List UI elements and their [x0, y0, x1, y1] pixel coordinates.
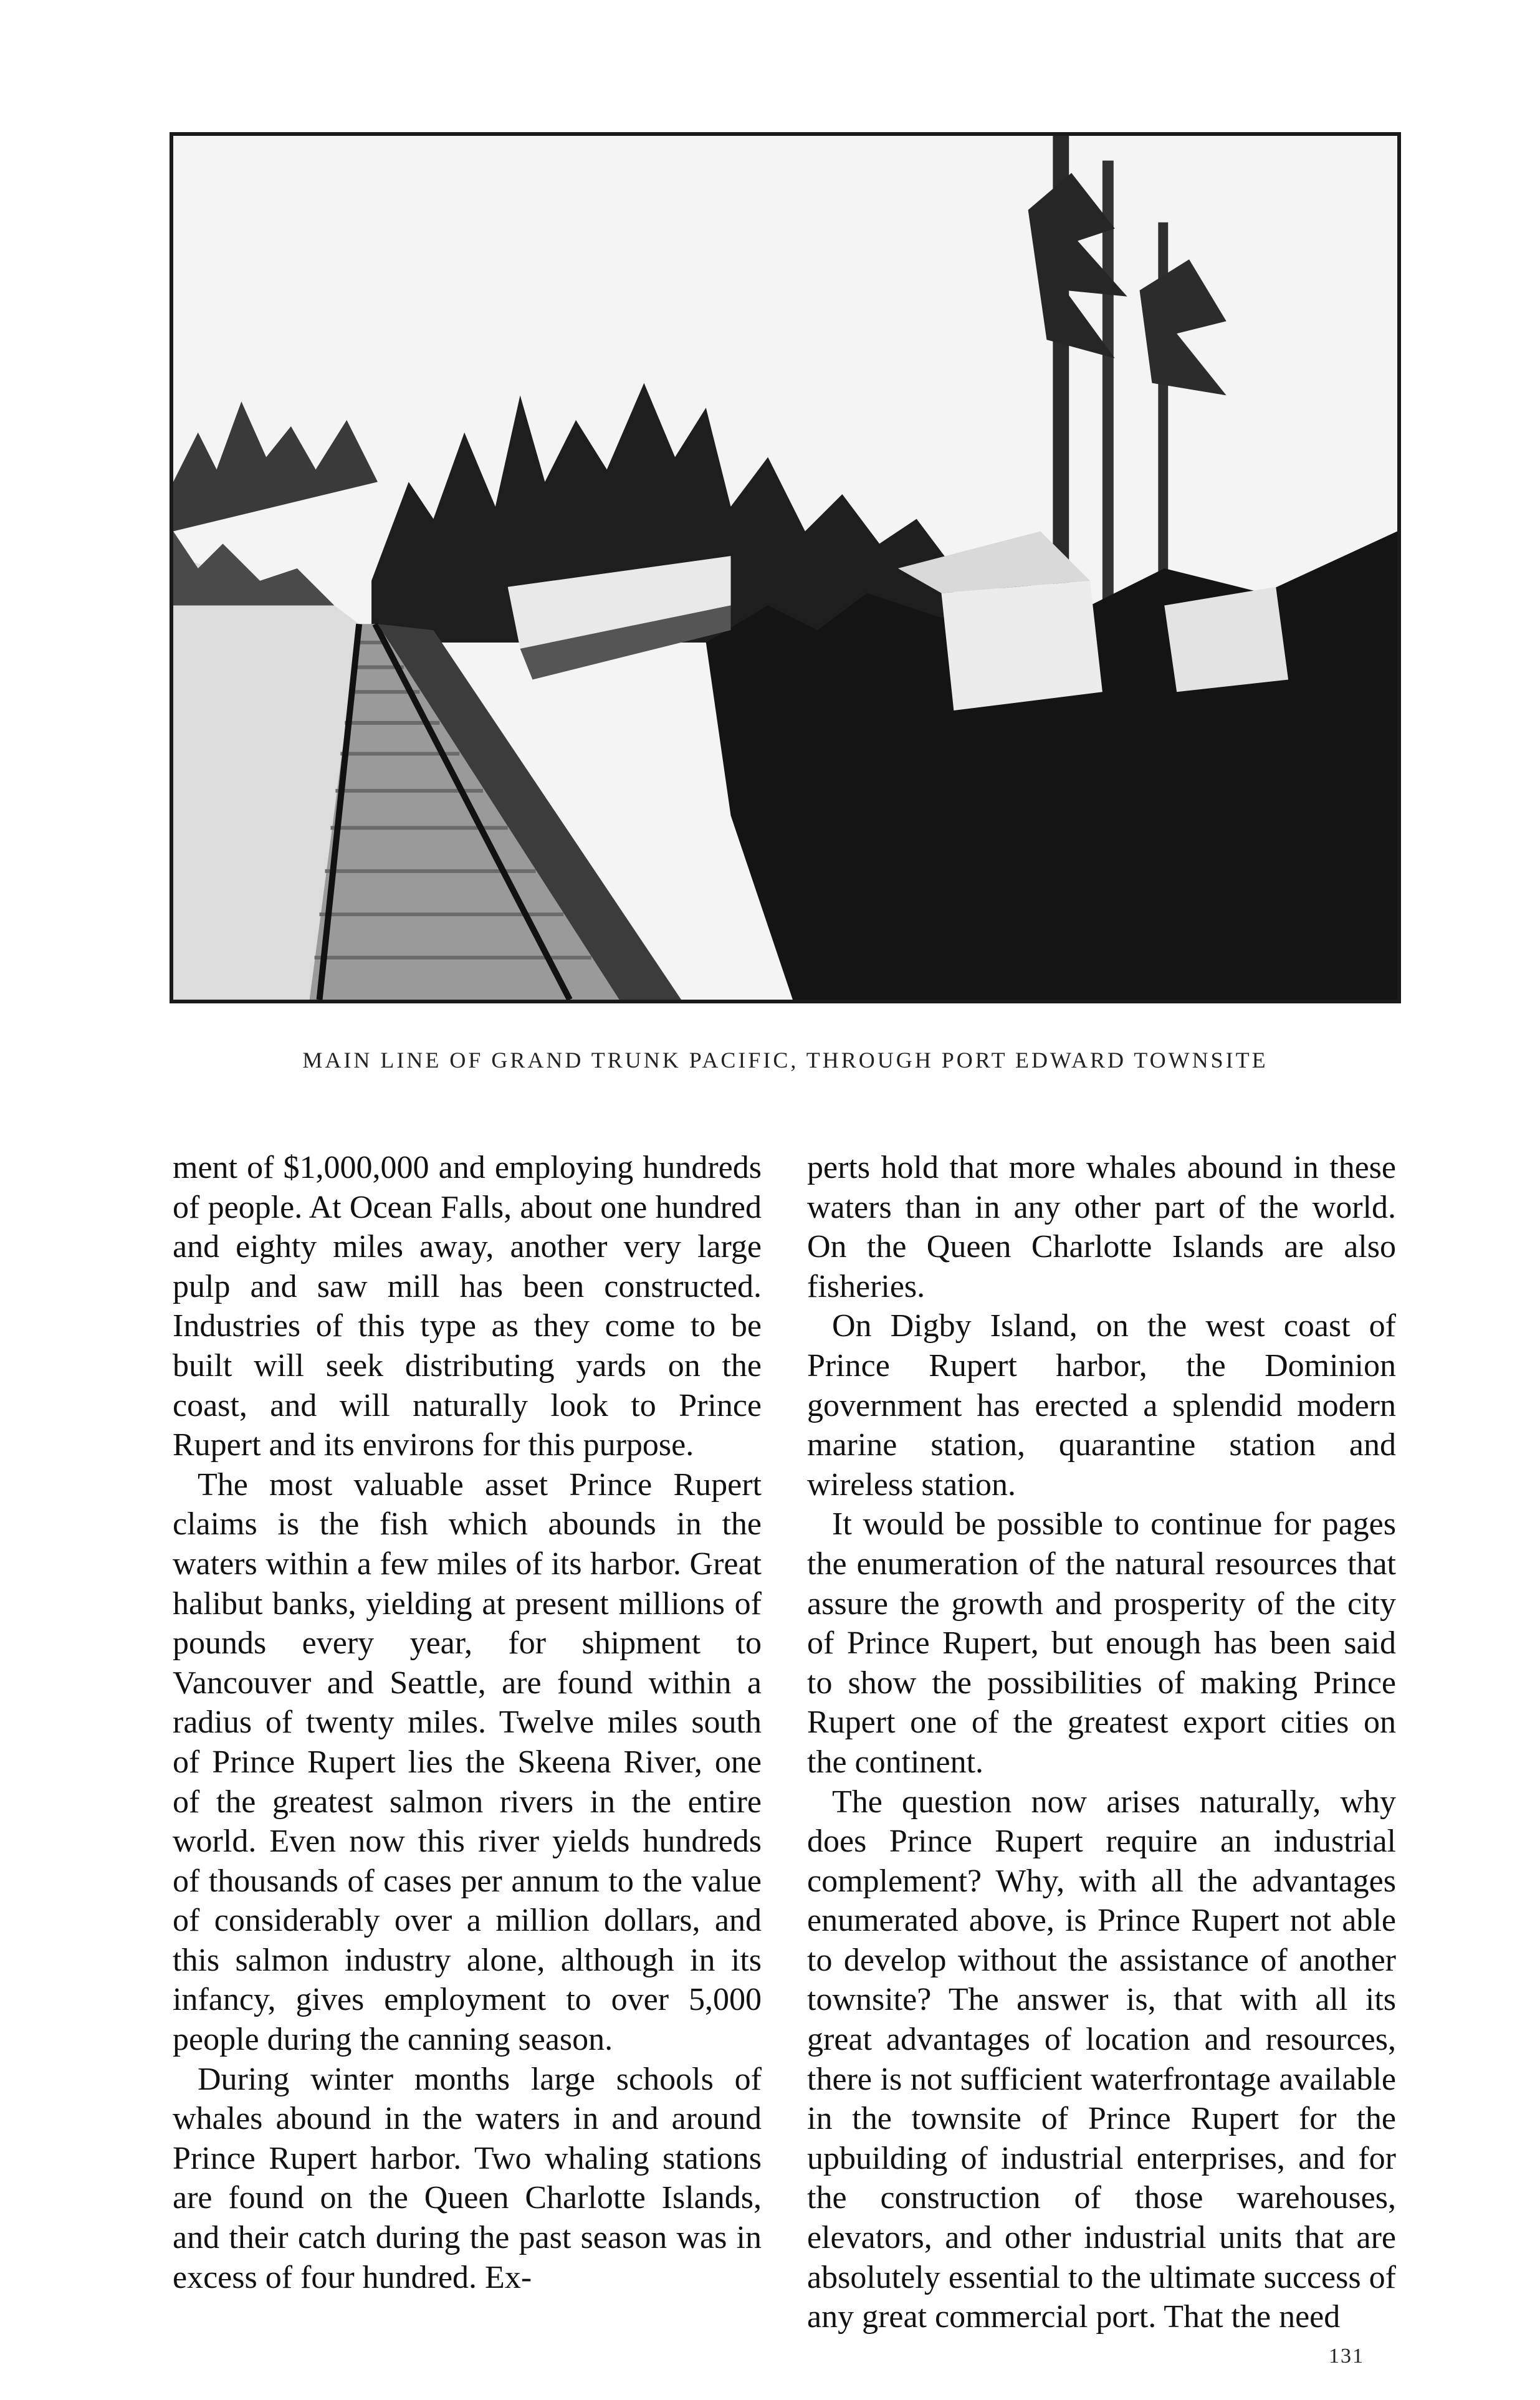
- right-text-column: [807, 1148, 1396, 2337]
- photo-caption: MAIN LINE OF GRAND TRUNK PACIFIC, THROUGH PORT EDWARD TOWNSITE: [302, 1048, 1268, 1073]
- page-number: 131: [1329, 2345, 1364, 2368]
- paragraph: It would be possible to continue for pages the enumeration of the natural resources that assure the growth and prosperity of the city of Prince Rupert, but enough has been said to show the possibilities of making Prince Rupert one of the greatest export cities on the continent.: [807, 1506, 1396, 1780]
- paragraph: During winter months large schools of whales abound in the waters in and around Prince Rupert harbor. Two whaling stations are found on the Queen Charlotte Islands, and their catch during the past season was in excess of four hundred. Ex-: [173, 2061, 762, 2295]
- paragraph: The most valuable asset Prince Rupert claims is the fish which abounds in the waters within a few miles of its harbor. Great halibut banks, yielding at present millions of pounds every year, for shipment to Vancouver and Seattle, are found within a radius of twenty miles. Twelve miles south of Prince Rupert lies the Skeena River, one of the greatest salmon rivers in the entire world. Even now this river yields hundreds of thousands of cases per annum to the value of considerably over a million dollars, and this salmon industry alone, although in its infancy, gives employment to over 5,000 people during the canning season.: [173, 1466, 762, 2058]
- paragraph: The question now arises naturally, why does Prince Rupert require an industrial complement? Why, with all the advantages enumerated above, is Prince Rupert not able to develop without the assistance of another townsite? The answer is, that with all its great advantages of location and resources, there is not sufficient waterfrontage available in the townsite of Prince Rupert for the upbuilding of industrial enterprises, and for the construction of those warehouses, elevators, and other industrial units that are absolutely essential to the ultimate success of any great commercial port. That the need: [807, 1784, 1396, 2335]
- railway-photograph: [170, 132, 1401, 1003]
- paragraph: ment of $1,000,000 and employing hundreds of people. At Ocean Falls, about one hundred and eighty miles away, another very large pulp and saw mill has been constructed. Industries of this type as they come to be built will seek distributing yards on the coast, and will naturally look to Prince Rupert and its environs for this purpose.: [173, 1150, 762, 1463]
- paragraph: perts hold that more whales abound in these waters than in any other part of the world. On the Queen Charlotte Islands are also fisheries.: [807, 1150, 1396, 1304]
- railway-scene-illustration: [173, 136, 1397, 1000]
- left-text-column: [173, 1148, 762, 2297]
- paragraph: On Digby Island, on the west coast of Prince Rupert harbor, the Dominion government has erected a splendid modern marine station, quarantine station and wireless station.: [807, 1308, 1396, 1503]
